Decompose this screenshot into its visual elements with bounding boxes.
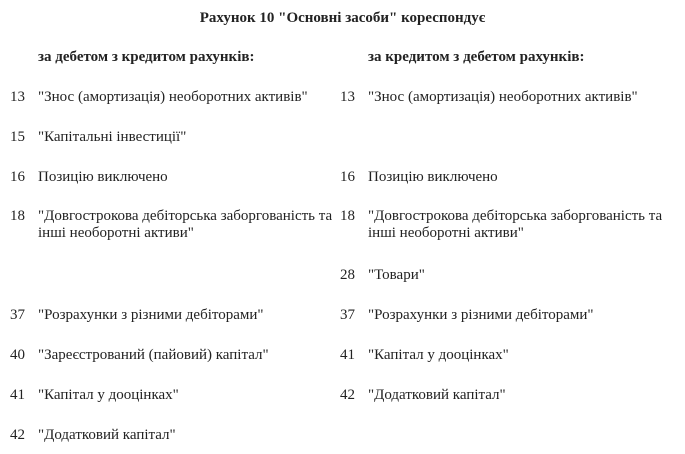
account-number: 41: [340, 347, 355, 363]
account-number: 18: [10, 208, 25, 224]
account-number: 40: [10, 347, 25, 363]
credit-column-header: за кредитом з дебетом рахунків:: [368, 49, 585, 65]
account-number: 42: [340, 387, 355, 403]
account-number: 42: [10, 427, 25, 443]
account-number: 15: [10, 129, 25, 145]
account-number: 41: [10, 387, 25, 403]
account-name: Позицію виключено: [368, 169, 498, 185]
account-name: "Розрахунки з різними дебіторами": [368, 307, 594, 323]
account-name: "Розрахунки з різними дебіторами": [38, 307, 264, 323]
account-name: "Капітал у дооцінках": [368, 347, 509, 363]
account-number: 37: [340, 307, 355, 323]
account-number: 13: [10, 89, 25, 105]
account-name: "Зареєстрований (пайовий) капітал": [38, 347, 269, 363]
account-number: 16: [340, 169, 355, 185]
account-name: "Товари": [368, 267, 425, 283]
account-name: "Довгострокова дебіторська заборгованість та інші необоротні активи": [38, 208, 333, 241]
account-name: "Додатковий капітал": [38, 427, 176, 443]
account-name: "Капітал у дооцінках": [38, 387, 179, 403]
account-name: "Капітальні інвестиції": [38, 129, 187, 145]
account-name: Позицію виключено: [38, 169, 168, 185]
account-number: 28: [340, 267, 355, 283]
debit-column-header: за дебетом з кредитом рахунків:: [38, 49, 255, 65]
page-title: Рахунок 10 "Основні засоби" кореспондує: [199, 10, 486, 26]
account-name: "Знос (амортизація) необоротних активів": [38, 89, 308, 105]
account-number: 16: [10, 169, 25, 185]
account-name: "Знос (амортизація) необоротних активів": [368, 89, 638, 105]
account-name: "Довгострокова дебіторська заборгованість та інші необоротні активи": [368, 208, 663, 241]
account-number: 37: [10, 307, 25, 323]
account-number: 13: [340, 89, 355, 105]
account-name: "Додатковий капітал": [368, 387, 506, 403]
account-number: 18: [340, 208, 355, 224]
